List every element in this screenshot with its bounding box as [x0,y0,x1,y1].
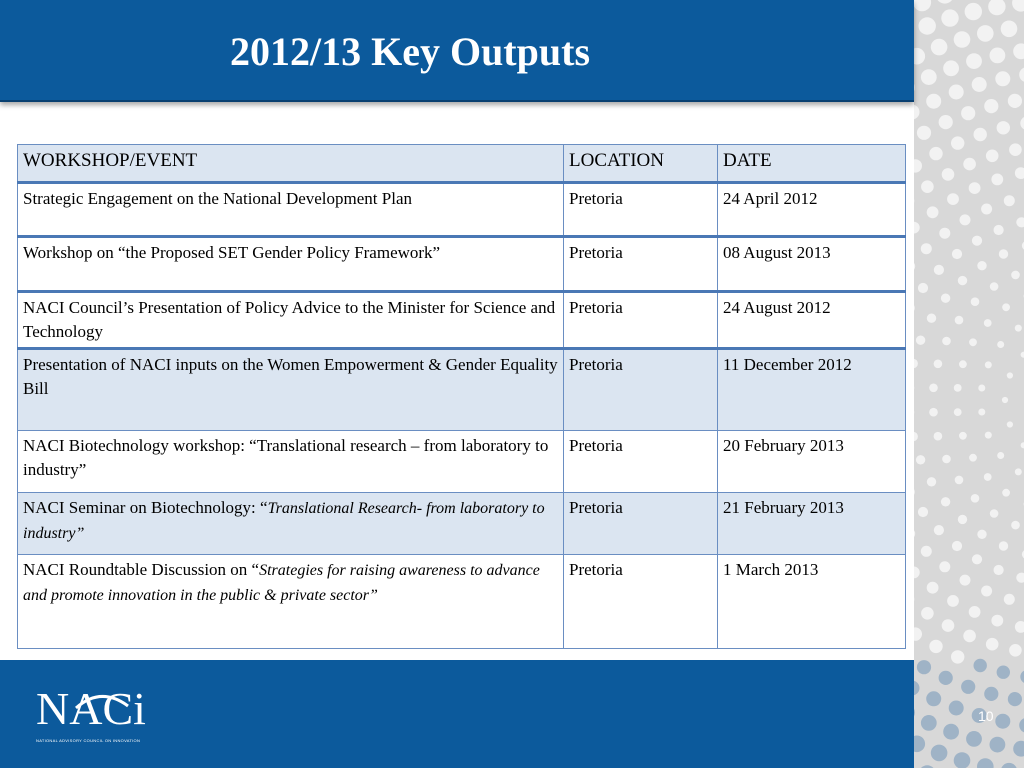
decorative-dot [927,314,936,323]
table-row [18,555,906,649]
decorative-dot [914,627,922,640]
decorative-dot [914,303,915,313]
decorative-dot [931,745,948,762]
decorative-dot [929,640,942,653]
decorative-dot [958,515,967,524]
location-cell: Pretoria [564,237,718,292]
decorative-dot [1012,0,1024,12]
decorative-dot [978,385,985,392]
decorative-dot [919,17,936,34]
header-date: DATE [718,145,906,183]
decorative-dot [918,507,928,517]
decorative-dot [1008,692,1022,706]
decorative-dot [986,150,999,163]
decorative-dot [958,276,967,285]
decorative-dot [991,615,1003,627]
event-cell [18,493,564,555]
naci-logo-wordmark: NACi [36,684,146,734]
decorative-dot [914,105,920,120]
decorative-dot [969,606,981,618]
decorative-dot [1009,143,1022,156]
decorative-dot [947,595,959,607]
decorative-dot [921,607,934,620]
decorative-dot [977,261,986,270]
location-cell: Pretoria [564,555,718,649]
decorative-dot-panel [914,0,1024,768]
decorative-dot [1007,372,1013,378]
decorative-dot [916,455,925,464]
decorative-dot [921,715,937,731]
decorative-dot [914,261,915,272]
page-number: 10 [978,708,994,724]
decorative-dot [994,225,1004,235]
decorative-dot [1002,303,1010,311]
decorative-dot [936,0,954,4]
table-row [18,292,906,349]
event-text: NACI Roundtable Discussion on “ [23,560,260,579]
decorative-dot [990,509,999,518]
decorative-dot [969,182,981,194]
date-cell: 24 April 2012 [718,183,906,237]
decorative-dot [1001,763,1018,768]
decorative-dot [1009,644,1022,657]
logo-subtitle: NATIONAL ADVISORY COUNCIL ON INNOVATION [36,738,141,743]
decorative-dot [960,214,971,225]
decorative-dot [981,204,992,215]
decorative-dot [1015,325,1022,332]
date-cell: 20 February 2013 [718,431,906,493]
decorative-dot [914,48,925,65]
decorative-dot [1007,421,1013,427]
decorative-dot [995,714,1010,729]
decorative-dot [1016,217,1024,227]
event-cell: Workshop on “the Proposed SET Gender Policy Framework” [18,237,564,292]
decorative-dot [997,341,1004,348]
decorative-dot [1002,489,1010,497]
event-cell [18,555,564,649]
decorative-dot [929,384,938,393]
decorative-dot [934,432,943,441]
decorative-dot [961,680,975,694]
page-title: 2012/13 Key Outputs [229,29,591,74]
decorative-dot [1020,117,1024,130]
decorative-dot [988,0,1005,15]
decorative-dot [927,477,936,486]
decorative-dot [921,69,937,85]
decorative-dot [959,360,967,368]
decorative-dot [1008,94,1022,108]
decorative-dot [961,106,975,120]
decorative-dot [963,630,976,643]
decorative-dot [966,731,982,747]
decorative-dot [997,121,1010,134]
decorative-dot [1020,670,1024,683]
event-italic-text: Strategies for raising awareness to advance and promote innovation in the public & private sector” [23,562,540,604]
header-location: LOCATION [564,145,718,183]
decorative-dot [960,575,971,586]
table-row [18,431,906,493]
decorative-dot [1016,573,1024,583]
decorative-dot [971,494,980,503]
decorative-dot [929,147,942,160]
decorative-dot [941,294,950,303]
decorative-dot [1013,43,1024,59]
date-cell: 24 August 2012 [718,292,906,349]
decorative-dot [959,432,967,440]
decorative-dot [943,60,959,76]
location-cell: Pretoria [564,183,718,237]
decorative-dot [978,409,985,416]
event-cell: NACI Biotechnology workshop: “Translational research – from laboratory to industry” [18,431,564,493]
table-header-row [18,145,906,183]
decorative-dot [921,546,932,557]
location-cell: Pretoria [564,493,718,555]
decorative-dot [974,128,987,141]
table-row [18,183,906,237]
decorative-dot [990,737,1006,753]
decorative-dot [926,94,941,109]
date-cell: 21 February 2013 [718,493,906,555]
decorative-dot [942,455,951,464]
decorative-dot [921,243,932,254]
decorative-dot [1019,67,1024,82]
naci-logo [36,684,166,736]
decorative-dot [971,297,980,306]
decorative-dot [984,99,998,113]
location-cell: Pretoria [564,292,718,349]
decorative-dot [997,452,1004,459]
decorative-dot [985,361,992,368]
decorative-dot [984,687,998,701]
decorative-dot [1015,167,1024,179]
decorative-dot [914,432,918,441]
decorative-dot [954,31,971,48]
location-cell: Pretoria [564,349,718,431]
decorative-dot [999,541,1008,550]
decorative-dot [927,206,939,218]
decorative-dot [942,337,951,346]
table-row [18,349,906,431]
decorative-dot [994,565,1004,575]
decorative-dot [934,360,943,369]
decorative-dot [977,758,994,768]
decorative-dot [955,316,964,325]
decorative-dot [914,528,915,539]
event-text: NACI Seminar on Biotechnology: “ [23,498,268,517]
decorative-dot [914,681,920,696]
decorative-dot [972,236,982,246]
decorative-dot [965,3,982,20]
decorative-dot [942,619,955,632]
decorative-dot [972,77,987,92]
date-cell: 11 December 2012 [718,349,906,431]
decorative-dot [954,384,962,392]
decorative-dot [1002,397,1008,403]
decorative-dot [941,497,950,506]
decorative-dot [1019,718,1024,733]
decorative-dot [981,586,992,597]
decorative-dot [955,476,964,485]
decorative-dot [934,265,944,275]
decorative-dot [943,724,959,740]
decorative-dot [951,136,964,149]
dot-pattern-graphic [914,0,1024,768]
decorative-dot [1011,271,1020,280]
decorative-dot [1001,21,1018,38]
decorative-dot [1015,621,1024,633]
date-cell: 1 March 2013 [718,555,906,649]
decorative-dot [954,752,971,768]
decorative-dot [934,525,944,535]
decorative-dot [931,39,948,56]
decorative-dot [963,158,976,171]
location-cell: Pretoria [564,431,718,493]
decorative-dot [952,249,962,259]
date-cell: 08 August 2013 [718,237,906,292]
decorative-dot [990,282,999,291]
decorative-dot [914,80,915,96]
decorative-dot [984,319,992,327]
decorative-dot [939,561,950,572]
decorative-dot [917,126,931,140]
decorative-dot [999,249,1008,258]
decorative-dot [1011,521,1020,530]
decorative-dot [921,180,934,193]
decorative-dot [917,660,931,674]
decorative-dot [1004,195,1015,206]
decorative-dot [914,222,920,234]
decorative-dot [972,554,982,564]
outputs-table [17,144,906,649]
decorative-dot [1021,352,1024,358]
event-cell: NACI Council’s Presentation of Policy Advice to the Minister for Science and Technology [18,292,564,349]
decorative-dot [914,487,915,497]
decorative-dot [951,650,964,663]
decorative-dot [949,85,964,100]
decorative-dot [954,408,962,416]
decorative-dot [949,701,964,716]
decorative-dot [977,530,986,539]
decorative-dot [947,193,959,205]
outputs-table-container [17,144,905,649]
event-cell: Presentation of NACI inputs on the Women Empowerment & Gender Equality Bill [18,349,564,431]
decorative-dot [985,432,992,439]
decorative-dot [974,659,987,672]
decorative-dot [997,666,1010,679]
decorative-dot [939,115,953,129]
decorative-dot [916,336,925,345]
decorative-dot [1015,468,1022,475]
decorative-dot [969,454,977,462]
decorative-dot [966,53,982,69]
decorative-dot [977,25,994,42]
event-italic-text: Translational Research- from laboratory to industry” [23,500,545,542]
decorative-dot [1013,741,1024,757]
event-cell: Strategic Engagement on the National Development Plan [18,183,564,237]
decorative-dot [914,567,920,579]
decorative-dot [939,228,950,239]
decorative-dot [914,705,915,721]
decorative-dot [984,473,992,481]
decorative-dot [991,174,1003,186]
decorative-dot [1004,594,1015,605]
table-row [18,493,906,555]
title-bar [0,0,914,102]
decorative-dot [952,541,962,551]
decorative-dot [990,48,1006,64]
decorative-dot [941,9,958,26]
decorative-dot [969,338,977,346]
decorative-dot [926,691,941,706]
decorative-dot [927,582,939,594]
decorative-dot [914,359,918,368]
decorative-dot [986,638,999,651]
decorative-dot [942,168,955,181]
table-row [18,237,906,292]
decorative-dot [914,736,925,753]
decorative-dot [995,71,1010,86]
header-workshop-event: WORKSHOP/EVENT [18,145,564,183]
decorative-dot [929,408,938,417]
decorative-dot [939,671,953,685]
decorative-dot [918,283,928,293]
decorative-dot [914,159,922,172]
decorative-dot [1021,442,1024,448]
decorative-dot [914,0,931,11]
